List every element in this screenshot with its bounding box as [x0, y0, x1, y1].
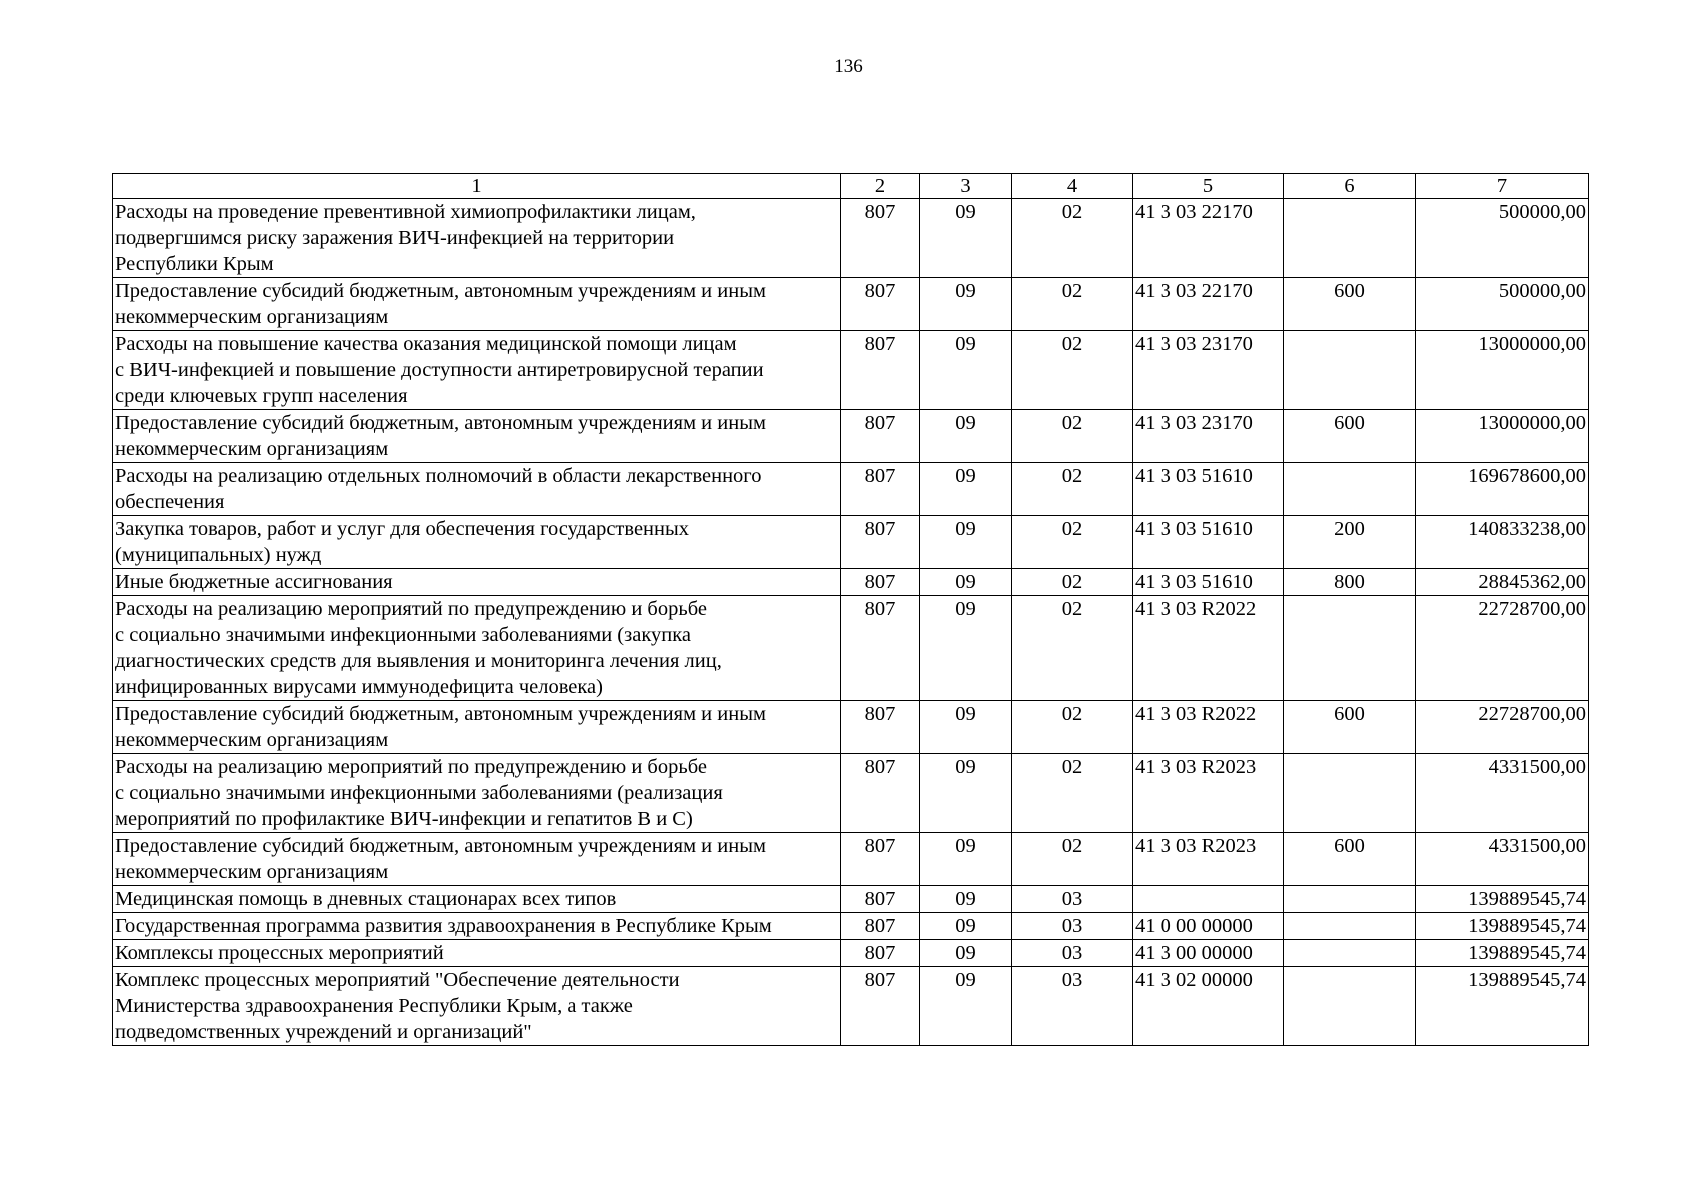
row-name-cell: Государственная программа развития здравоохранения в Республике Крым: [113, 913, 841, 940]
row-subsection-cell: 02: [1012, 754, 1133, 833]
column-header-2: 2: [841, 174, 920, 199]
row-section-cell: 09: [920, 886, 1012, 913]
row-expense-type-cell: 600: [1284, 410, 1416, 463]
row-target-article-cell: 41 3 03 51610: [1133, 569, 1284, 596]
table-row: [113, 940, 1589, 967]
table-row: [113, 913, 1589, 940]
row-name-cell: Предоставление субсидий бюджетным, автономным учреждениям и иным некоммерческим организациям: [113, 410, 841, 463]
row-amount-cell: 28845362,00: [1416, 569, 1589, 596]
row-section-cell: 09: [920, 278, 1012, 331]
row-grbs-cell: 807: [841, 596, 920, 701]
table-row: [113, 886, 1589, 913]
row-target-article-cell: 41 3 03 23170: [1133, 331, 1284, 410]
row-name-cell: Предоставление субсидий бюджетным, автономным учреждениям и иным некоммерческим организациям: [113, 701, 841, 754]
row-amount-cell: 139889545,74: [1416, 940, 1589, 967]
row-section-cell: 09: [920, 754, 1012, 833]
row-section-cell: 09: [920, 331, 1012, 410]
row-subsection-cell: 02: [1012, 199, 1133, 278]
row-target-article-cell: 41 0 00 00000: [1133, 913, 1284, 940]
row-amount-cell: 139889545,74: [1416, 967, 1589, 1046]
row-section-cell: 09: [920, 701, 1012, 754]
table-row: [113, 331, 1589, 410]
row-grbs-cell: 807: [841, 516, 920, 569]
row-grbs-cell: 807: [841, 754, 920, 833]
table-row: [113, 278, 1589, 331]
row-name-cell: Медицинская помощь в дневных стационарах всех типов: [113, 886, 841, 913]
row-name-cell: Расходы на повышение качества оказания медицинской помощи лицам с ВИЧ-инфекцией и повышение доступности антиретровирусной терапии среди ключевых групп населения: [113, 331, 841, 410]
row-subsection-cell: 03: [1012, 940, 1133, 967]
row-target-article-cell: 41 3 03 23170: [1133, 410, 1284, 463]
row-grbs-cell: 807: [841, 463, 920, 516]
row-target-article-cell: 41 3 03 22170: [1133, 199, 1284, 278]
row-amount-cell: 500000,00: [1416, 199, 1589, 278]
row-expense-type-cell: [1284, 596, 1416, 701]
row-amount-cell: 139889545,74: [1416, 886, 1589, 913]
row-amount-cell: 4331500,00: [1416, 754, 1589, 833]
row-grbs-cell: 807: [841, 967, 920, 1046]
row-section-cell: 09: [920, 913, 1012, 940]
row-target-article-cell: 41 3 03 R2022: [1133, 701, 1284, 754]
row-section-cell: 09: [920, 410, 1012, 463]
row-subsection-cell: 03: [1012, 886, 1133, 913]
row-subsection-cell: 02: [1012, 569, 1133, 596]
row-expense-type-cell: [1284, 331, 1416, 410]
table-row: [113, 199, 1589, 278]
row-grbs-cell: 807: [841, 701, 920, 754]
row-subsection-cell: 02: [1012, 410, 1133, 463]
row-name-cell: Закупка товаров, работ и услуг для обеспечения государственных (муниципальных) нужд: [113, 516, 841, 569]
row-subsection-cell: 02: [1012, 463, 1133, 516]
row-section-cell: 09: [920, 569, 1012, 596]
row-expense-type-cell: [1284, 967, 1416, 1046]
row-target-article-cell: 41 3 03 R2022: [1133, 596, 1284, 701]
row-amount-cell: 22728700,00: [1416, 701, 1589, 754]
row-subsection-cell: 02: [1012, 278, 1133, 331]
row-amount-cell: 4331500,00: [1416, 833, 1589, 886]
column-header-5: 5: [1133, 174, 1284, 199]
table-row: [113, 754, 1589, 833]
row-name-cell: Расходы на проведение превентивной химиопрофилактики лицам, подвергшимся риску заражения ВИЧ-инфекцией на территории Республики Крым: [113, 199, 841, 278]
table-row: [113, 463, 1589, 516]
table-row: [113, 967, 1589, 1046]
column-header-7: 7: [1416, 174, 1589, 199]
row-expense-type-cell: [1284, 199, 1416, 278]
row-target-article-cell: 41 3 03 51610: [1133, 463, 1284, 516]
row-grbs-cell: 807: [841, 886, 920, 913]
column-header-1: 1: [113, 174, 841, 199]
row-subsection-cell: 02: [1012, 516, 1133, 569]
row-name-cell: Расходы на реализацию мероприятий по предупреждению и борьбе с социально значимыми инфекционными заболеваниями (реализация мероприятий по профилактике ВИЧ-инфекции и гепатитов B и C): [113, 754, 841, 833]
row-section-cell: 09: [920, 940, 1012, 967]
table-row: [113, 596, 1589, 701]
row-name-cell: Предоставление субсидий бюджетным, автономным учреждениям и иным некоммерческим организациям: [113, 278, 841, 331]
row-grbs-cell: 807: [841, 199, 920, 278]
row-subsection-cell: 02: [1012, 833, 1133, 886]
row-grbs-cell: 807: [841, 331, 920, 410]
table-row: [113, 410, 1589, 463]
row-expense-type-cell: [1284, 940, 1416, 967]
row-amount-cell: 500000,00: [1416, 278, 1589, 331]
row-subsection-cell: 02: [1012, 596, 1133, 701]
row-section-cell: 09: [920, 596, 1012, 701]
row-name-cell: Расходы на реализацию мероприятий по предупреждению и борьбе с социально значимыми инфекционными заболеваниями (закупка диагностических средств для выявления и мониторинга лечения лиц, инфицированных вирусами иммунодефицита человека): [113, 596, 841, 701]
budget-table: [112, 173, 1589, 1046]
row-grbs-cell: 807: [841, 940, 920, 967]
row-target-article-cell: 41 3 03 R2023: [1133, 833, 1284, 886]
column-header-4: 4: [1012, 174, 1133, 199]
row-subsection-cell: 02: [1012, 331, 1133, 410]
row-target-article-cell: 41 3 03 22170: [1133, 278, 1284, 331]
row-name-cell: Комплексы процессных мероприятий: [113, 940, 841, 967]
table-header: [113, 174, 1589, 199]
row-grbs-cell: 807: [841, 410, 920, 463]
row-expense-type-cell: 200: [1284, 516, 1416, 569]
table-row: [113, 701, 1589, 754]
row-name-cell: Расходы на реализацию отдельных полномочий в области лекарственного обеспечения: [113, 463, 841, 516]
row-amount-cell: 169678600,00: [1416, 463, 1589, 516]
row-grbs-cell: 807: [841, 833, 920, 886]
table-row: [113, 516, 1589, 569]
row-expense-type-cell: 800: [1284, 569, 1416, 596]
row-section-cell: 09: [920, 833, 1012, 886]
row-amount-cell: 13000000,00: [1416, 410, 1589, 463]
table-body: [113, 199, 1589, 1046]
row-subsection-cell: 03: [1012, 913, 1133, 940]
row-amount-cell: 22728700,00: [1416, 596, 1589, 701]
row-section-cell: 09: [920, 463, 1012, 516]
column-header-6: 6: [1284, 174, 1416, 199]
row-target-article-cell: 41 3 03 R2023: [1133, 754, 1284, 833]
row-target-article-cell: 41 3 03 51610: [1133, 516, 1284, 569]
row-subsection-cell: 02: [1012, 701, 1133, 754]
row-section-cell: 09: [920, 199, 1012, 278]
row-expense-type-cell: [1284, 913, 1416, 940]
row-amount-cell: 139889545,74: [1416, 913, 1589, 940]
row-target-article-cell: 41 3 02 00000: [1133, 967, 1284, 1046]
row-amount-cell: 140833238,00: [1416, 516, 1589, 569]
row-name-cell: Предоставление субсидий бюджетным, автономным учреждениям и иным некоммерческим организациям: [113, 833, 841, 886]
row-name-cell: Комплекс процессных мероприятий "Обеспечение деятельности Министерства здравоохранения Республики Крым, а также подведомственных учреждений и организаций": [113, 967, 841, 1046]
row-name-cell: Иные бюджетные ассигнования: [113, 569, 841, 596]
row-grbs-cell: 807: [841, 913, 920, 940]
row-target-article-cell: 41 3 00 00000: [1133, 940, 1284, 967]
row-expense-type-cell: 600: [1284, 701, 1416, 754]
row-subsection-cell: 03: [1012, 967, 1133, 1046]
row-section-cell: 09: [920, 967, 1012, 1046]
row-expense-type-cell: 600: [1284, 833, 1416, 886]
row-section-cell: 09: [920, 516, 1012, 569]
table-row: [113, 569, 1589, 596]
row-expense-type-cell: [1284, 886, 1416, 913]
row-expense-type-cell: 600: [1284, 278, 1416, 331]
table-row: [113, 833, 1589, 886]
header-row: [113, 174, 1589, 199]
row-expense-type-cell: [1284, 754, 1416, 833]
row-target-article-cell: [1133, 886, 1284, 913]
row-grbs-cell: 807: [841, 569, 920, 596]
column-header-3: 3: [920, 174, 1012, 199]
page-number: 136: [834, 56, 863, 77]
row-amount-cell: 13000000,00: [1416, 331, 1589, 410]
row-expense-type-cell: [1284, 463, 1416, 516]
row-grbs-cell: 807: [841, 278, 920, 331]
